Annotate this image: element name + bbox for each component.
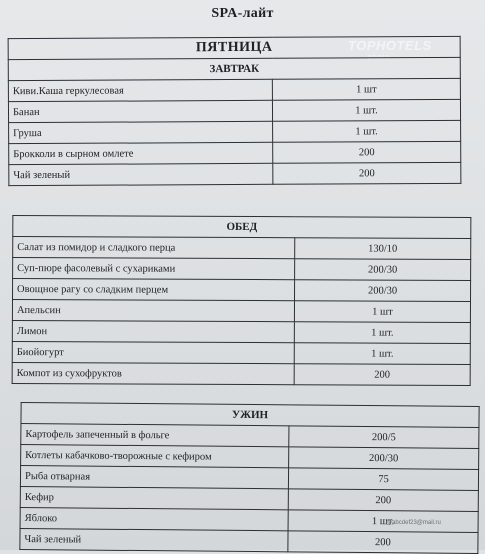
portion-size: 200/30 — [295, 259, 471, 281]
dish-name: Апельсин — [12, 300, 294, 322]
photo-credit: @abcdef23@mail.ru — [386, 520, 441, 526]
watermark-sub: photo — [368, 54, 391, 61]
dish-name: Суп-пюре фасолевый с сухариками — [13, 258, 295, 280]
table-row — [9, 141, 461, 164]
dish-name: Чай зеленый — [20, 528, 288, 551]
table-row — [12, 321, 470, 344]
dish-name: Котлеты кабачково-творожные с кефиром — [21, 445, 289, 468]
portion-size: 200/30 — [289, 447, 479, 470]
portion-size: 1 шт. — [272, 99, 460, 121]
portion-size: 200 — [294, 364, 470, 386]
portion-size: 200 — [288, 489, 478, 512]
portion-size: 1 шт. — [294, 343, 470, 365]
portion-size: 1 шт. — [288, 510, 478, 533]
dish-name: Биойогурт — [12, 342, 294, 364]
dinner-heading: УЖИН — [21, 403, 479, 428]
watermark-logo: TOPHOTELS — [348, 38, 432, 53]
portion-size: 200/5 — [289, 426, 479, 449]
dish-name: Банан — [8, 100, 272, 122]
table-row — [13, 237, 471, 260]
table-row — [8, 78, 460, 101]
dish-name: Киви.Каша геркулесовая — [8, 79, 272, 101]
table-row — [13, 258, 471, 281]
page-title: SPA-лайт — [211, 6, 274, 21]
dish-name: Компот из сухофруктов — [12, 363, 294, 385]
portion-size: 1 шт. — [273, 120, 461, 142]
day-row — [8, 36, 460, 59]
portion-size: 130/10 — [295, 238, 471, 260]
dish-name: Салат из помидор и сладкого перца — [13, 237, 295, 259]
table-row — [9, 162, 461, 185]
table-row — [12, 300, 470, 323]
table-row — [13, 279, 471, 302]
dish-name: Кефир — [20, 487, 288, 510]
dish-name: Овощное рагу со сладким перцем — [13, 279, 295, 301]
dish-name: Рыба отварная — [20, 466, 288, 489]
dish-name: Лимон — [12, 321, 294, 343]
dish-name: Картофель запеченный в фольге — [21, 424, 289, 447]
dish-name: Чай зеленый — [9, 163, 273, 185]
portion-size: 1 шт — [272, 78, 460, 100]
portion-size: 200/30 — [294, 280, 470, 302]
lunch-table — [12, 215, 472, 386]
portion-size: 200 — [288, 531, 478, 554]
portion-size: 1 шт. — [294, 322, 470, 344]
portion-size: 1 шт — [294, 301, 470, 323]
meal-row — [8, 57, 460, 80]
lunch-heading: ОБЕД — [13, 216, 471, 239]
table-row — [12, 342, 470, 365]
dinner-table — [19, 402, 479, 554]
portion-size: 200 — [273, 162, 461, 184]
portion-size: 75 — [288, 468, 478, 491]
table-row — [12, 363, 470, 386]
dish-name: Яблоко — [20, 508, 288, 531]
portion-size: 200 — [273, 141, 461, 163]
breakfast-table — [8, 36, 462, 186]
breakfast-heading: ЗАВТРАК — [8, 57, 460, 80]
dish-name: Брокколи в сырном омлете — [9, 142, 273, 164]
meal-row — [13, 216, 471, 239]
dish-name: Груша — [9, 121, 273, 143]
table-row — [8, 99, 460, 122]
table-row — [9, 120, 461, 143]
day-heading: ПЯТНИЦА — [8, 36, 460, 59]
